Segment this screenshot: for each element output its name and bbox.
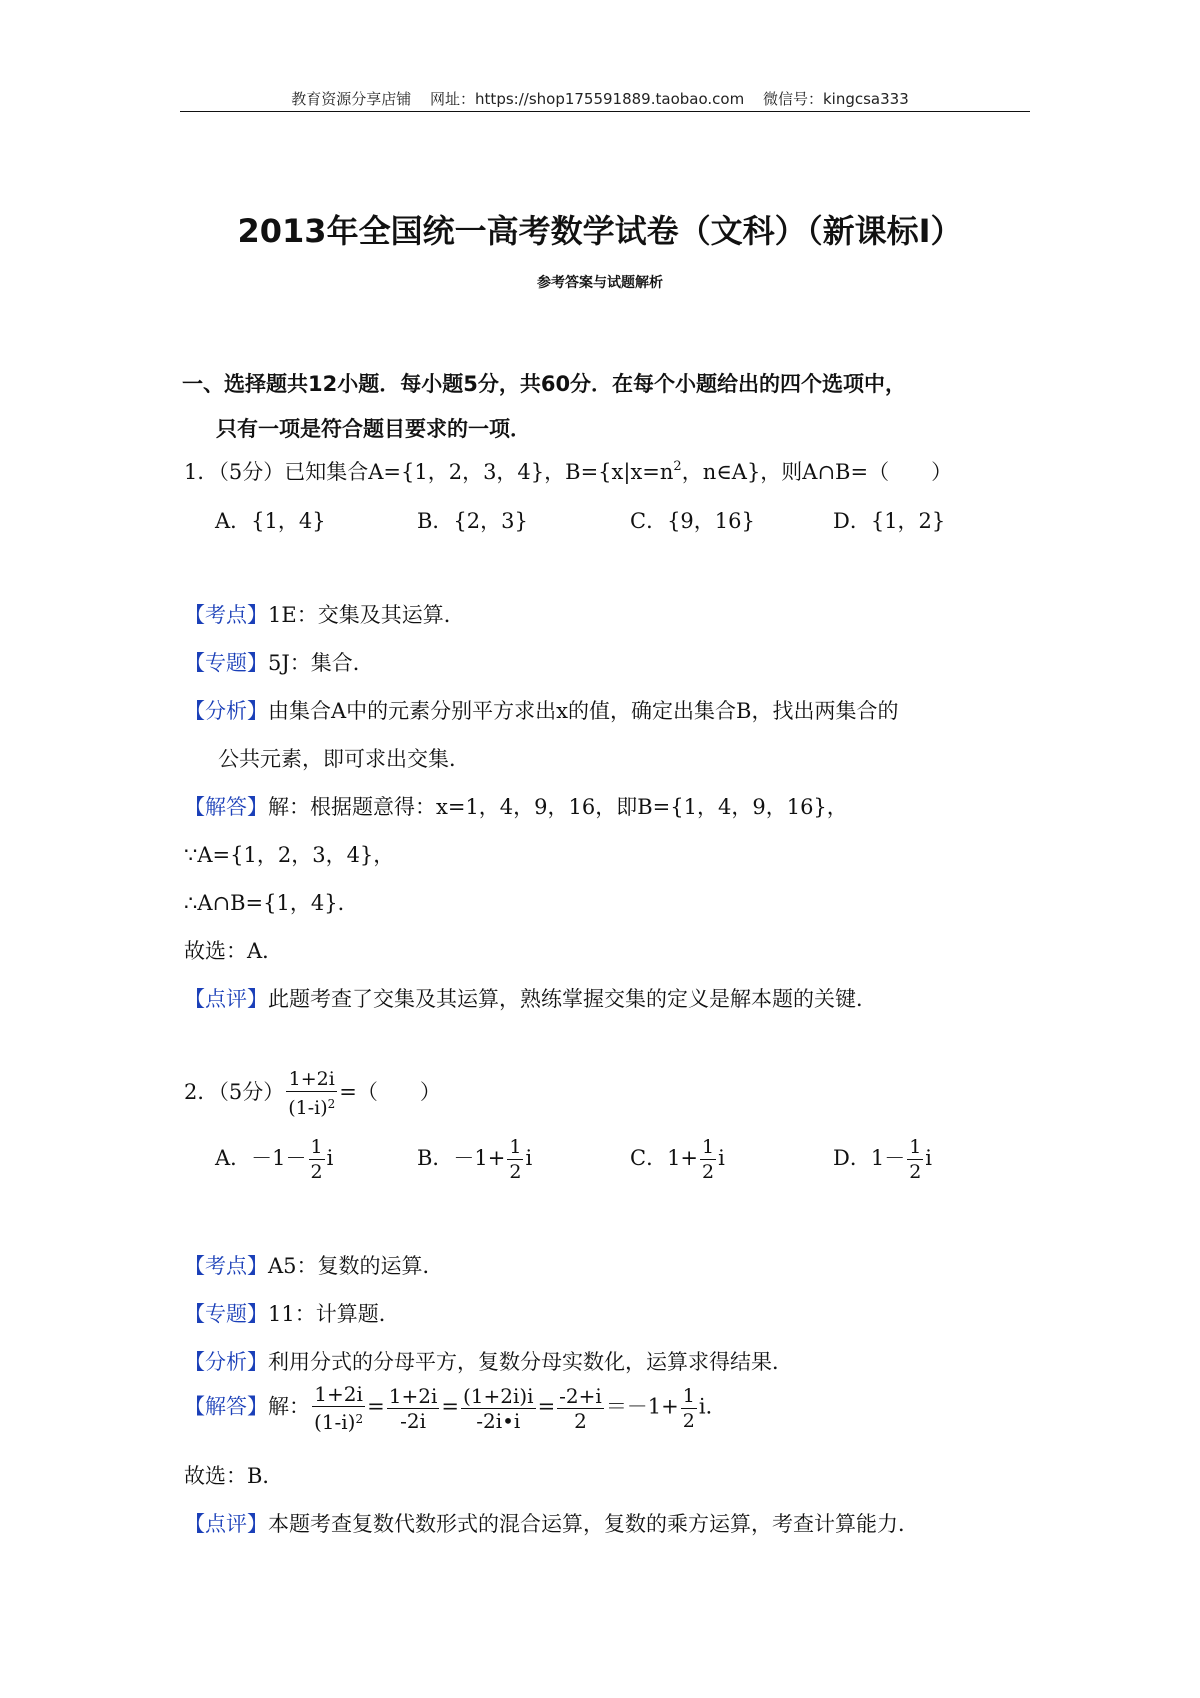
q2-option-c-prefix: C．1+ (630, 1146, 699, 1170)
q2-option-b-den: 2 (509, 1161, 522, 1183)
q2-option-a-fraction (309, 1136, 325, 1183)
q2-step4-fraction (557, 1385, 604, 1432)
q2-option-d-den: 2 (909, 1161, 922, 1183)
q2-stem-numerator: 1+2i (286, 1068, 337, 1092)
q2-eq-3: = (537, 1394, 556, 1419)
q2-dianping-tag: 【点评】 (184, 1512, 268, 1536)
q2-kaodian-tag: 【考点】 (184, 1254, 268, 1278)
q2-stem (184, 1068, 441, 1119)
q2-stem-den-sup: 2 (327, 1097, 336, 1111)
q2-option-a-i: i (326, 1146, 334, 1170)
q2-step3-fraction (461, 1385, 536, 1432)
q2-zhuanti (184, 1298, 400, 1328)
q2-option-b-fraction (507, 1136, 523, 1183)
q1-stem-tail: ，n∈A}，则A∩B=（ ） (681, 460, 953, 484)
q2-jieda-prefix: 解： (268, 1394, 310, 1419)
q1-option-a: A．{1，4} (215, 509, 326, 533)
q1-zhuanti (184, 647, 374, 677)
wechat-id: 微信号：kingcsa333 (762, 90, 909, 108)
q1-fenxi-tag: 【分析】 (184, 699, 268, 723)
q2-option-d (833, 1136, 932, 1183)
page-header (0, 88, 1200, 109)
q2-option-d-fraction (907, 1136, 923, 1183)
q1-dianping-text: 此题考查了交集及其运算，熟练掌握交集的定义是解本题的关键． (268, 987, 877, 1011)
q2-dianping-text: 本题考查复数代数形式的混合运算，复数的乘方运算，考查计算能力． (268, 1512, 919, 1536)
q2-stem-tail: =（ ） (339, 1080, 441, 1104)
q1-fenxi-cont: 公共元素，即可求出交集． (218, 747, 470, 771)
q1-jieda-tag: 【解答】 (184, 795, 268, 819)
q2-fenxi (184, 1346, 793, 1376)
q2-step2-den: -2i (400, 1408, 426, 1433)
q2-step1-den-sup: 2 (355, 1412, 364, 1426)
q2-option-a-num: 1 (310, 1136, 323, 1158)
q2-stem-text: 2．（5分） (184, 1080, 285, 1104)
q1-jieda-line-3: ∴A∩B={1，4}． (184, 891, 359, 915)
q2-result-prefix: ＝－1+ (605, 1394, 679, 1419)
q2-option-b-num: 1 (509, 1136, 522, 1158)
q2-eq-1: = (367, 1394, 385, 1419)
q2-step1-den (312, 1407, 365, 1433)
q1-zhuanti-tag: 【专题】 (184, 651, 268, 675)
q2-step1-num: 1+2i (312, 1383, 365, 1407)
q1-dianping (184, 983, 877, 1013)
q2-jieda-tag: 【解答】 (184, 1394, 268, 1419)
section-line-2: 只有一项是符合题目要求的一项． (216, 417, 531, 441)
q2-option-b-i: i (525, 1146, 533, 1170)
q2-kaodian (184, 1250, 444, 1280)
q2-option-a-prefix: A．－1－ (215, 1146, 307, 1170)
q2-option-c-den: 2 (702, 1161, 715, 1183)
q2-option-a (215, 1136, 333, 1183)
q2-fenxi-tag: 【分析】 (184, 1350, 268, 1374)
q2-result-suffix: i． (698, 1394, 727, 1419)
q2-zhuanti-tag: 【专题】 (184, 1302, 268, 1326)
q2-eq-2: = (441, 1394, 459, 1419)
q2-stem-denominator (286, 1092, 337, 1119)
q2-step2-num: 1+2i (388, 1383, 438, 1408)
q2-option-c-num: 1 (702, 1136, 715, 1158)
q1-fenxi (184, 695, 898, 725)
q2-option-d-num: 1 (909, 1136, 922, 1158)
header-divider (180, 111, 1030, 112)
q1-jieda-line-2: ∵A={1，2，3，4}， (184, 843, 395, 867)
q2-option-b-prefix: B．－1+ (417, 1146, 506, 1170)
section-line-1: 一、选择题共12小题．每小题5分，共60分．在每个小题给出的四个选项中， (182, 372, 907, 396)
page-subtitle: 参考答案与试题解析 (537, 275, 663, 291)
q1-option-c: C．{9，16} (630, 509, 755, 533)
q1-stem (184, 456, 952, 486)
q2-step3-den: -2i•i (476, 1408, 521, 1433)
q1-stem-sup: 2 (673, 459, 682, 474)
q2-answer: 故选：B． (184, 1464, 284, 1488)
q2-option-c-fraction (700, 1136, 716, 1183)
q2-kaodian-text: A5：复数的运算． (268, 1254, 444, 1278)
q1-kaodian-tag: 【考点】 (184, 603, 268, 627)
q1-kaodian-text: 1E：交集及其运算． (268, 603, 465, 627)
q1-jieda (184, 791, 848, 821)
q2-option-c (630, 1136, 725, 1183)
q2-result-den: 2 (682, 1409, 695, 1432)
q1-kaodian (184, 599, 465, 629)
q1-jieda-text: 解：根据题意得：x=1，4，9，16，即B={1，4，9，16}， (268, 795, 848, 819)
q2-jieda (184, 1383, 727, 1433)
q2-option-b (417, 1136, 532, 1183)
q1-dianping-tag: 【点评】 (184, 987, 268, 1011)
q2-option-c-i: i (718, 1146, 725, 1170)
q2-step3-num: (1+2i)i (462, 1383, 534, 1408)
q1-stem-text: 1．（5分）已知集合A={1，2，3，4}，B={x|x=n (184, 460, 674, 484)
shop-url: 网址：https://shop175591889.taobao.com (430, 90, 745, 108)
page-title: 2013年全国统一高考数学试卷（文科）（新课标Ⅰ） (237, 212, 963, 250)
q2-option-a-den: 2 (310, 1161, 323, 1183)
q1-option-d: D．{1，2} (833, 509, 946, 533)
q2-option-d-i: i (925, 1146, 933, 1170)
q2-zhuanti-text: 11：计算题． (268, 1302, 400, 1326)
section-heading (182, 362, 906, 452)
q2-step1-fraction (312, 1383, 365, 1433)
q2-step2-fraction (387, 1385, 440, 1432)
q1-option-b: B．{2，3} (417, 509, 528, 533)
q2-result-num: 1 (682, 1384, 695, 1407)
q1-zhuanti-text: 5J：集合． (268, 651, 374, 675)
q2-stem-fraction (286, 1068, 337, 1119)
q2-step4-den: 2 (574, 1408, 587, 1433)
shop-name: 教育资源分享店铺 (291, 90, 412, 108)
q2-option-d-prefix: D．1－ (833, 1146, 906, 1170)
q1-fenxi-text: 由集合A中的元素分别平方求出x的值，确定出集合B，找出两集合的 (268, 699, 899, 723)
q2-dianping (184, 1508, 919, 1538)
q1-answer: 故选：A． (184, 939, 284, 963)
q2-step1-den-base: (1-i) (314, 1410, 356, 1434)
q2-step4-num: -2+i (559, 1383, 602, 1408)
q2-fenxi-text: 利用分式的分母平方，复数分母实数化，运算求得结果． (268, 1350, 793, 1374)
q2-result-fraction (681, 1385, 697, 1432)
q2-stem-den-base: (1-i) (288, 1097, 328, 1119)
